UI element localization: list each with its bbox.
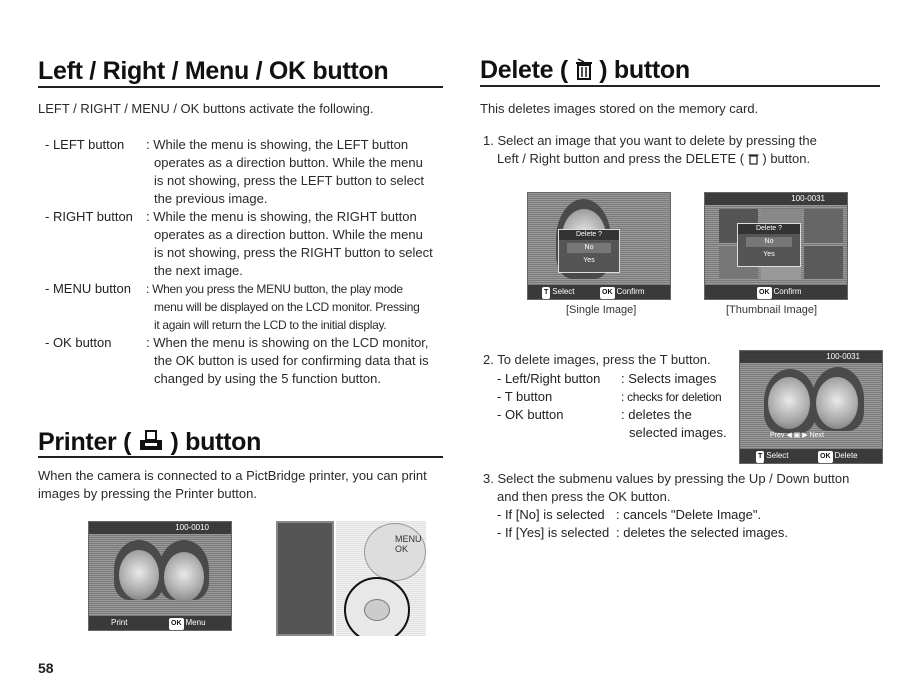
photo-face xyxy=(816,377,858,429)
item-label-ok: - OK button xyxy=(45,335,112,350)
step3-desc: : deletes the selected images. xyxy=(616,525,788,540)
item-label-right: - RIGHT button xyxy=(45,209,133,224)
trash-icon xyxy=(748,152,759,165)
step3-label: - If [No] is selected xyxy=(497,507,605,522)
highlighted-dial xyxy=(344,577,410,636)
item-desc-menu: : When you press the MENU button, the play mode menu will be displayed on the LCD monitor. Pressing it again will return the LCD to the initial display. xyxy=(146,282,420,332)
step2-desc: : deletes the xyxy=(621,407,692,422)
printer-lcd-image xyxy=(88,521,232,631)
heading-underline xyxy=(38,86,443,88)
page-number: 58 xyxy=(38,660,54,676)
item-label-left: - LEFT button xyxy=(45,137,125,152)
single-image-screen: Delete ? No Yes T Select OK Confirm xyxy=(527,192,671,300)
delete-step-3: 3. Select the submenu values by pressing the Up / Down button and then press the OK button. xyxy=(483,471,850,504)
item-label-menu: - MENU button xyxy=(45,281,131,296)
menu-ok-button: MENU OK xyxy=(364,523,426,581)
camera-dial-illustration xyxy=(276,521,426,636)
section-heading-delete: Delete ( ) button xyxy=(480,56,690,84)
step3-label: - If [Yes] is selected xyxy=(497,525,610,540)
lcd-panel xyxy=(276,521,334,636)
intro-text: LEFT / RIGHT / MENU / OK buttons activate the following. xyxy=(38,101,374,116)
photo-face xyxy=(119,550,159,600)
step2-desc: : Selects images xyxy=(621,371,717,386)
printer-icon xyxy=(138,430,164,452)
delete-step-2: 2. To delete images, press the T button. xyxy=(483,352,711,367)
single-image-caption: [Single Image] xyxy=(566,304,637,316)
trash-icon xyxy=(575,58,593,80)
dial-printer-icon xyxy=(364,599,390,621)
delete-dialog: Delete ? No Yes xyxy=(737,223,801,267)
delete-dialog: Delete ? No Yes xyxy=(558,229,620,273)
heading-underline xyxy=(38,456,443,458)
section-heading-printer: Printer ( ) button xyxy=(38,428,262,456)
image-counter: 100-0031 xyxy=(791,194,825,203)
prev-next-nav: Prev ◀ ▣ ▶ Next xyxy=(770,432,824,439)
item-desc-right: : While the menu is showing, the RIGHT button operates as a direction button. While the menu is not showing, press the RIGHT button to select the next image. xyxy=(146,209,433,278)
select-images-screen: 100-0031 Prev ◀ ▣ ▶ Next T Select OK Delete xyxy=(739,350,883,464)
image-counter: 100-0010 xyxy=(175,523,209,532)
image-counter: 100-0031 xyxy=(826,352,860,361)
ok-menu-label: OK Menu xyxy=(169,617,206,630)
step2-label: - OK button xyxy=(497,407,564,422)
step2-label: - Left/Right button xyxy=(497,371,601,386)
print-label: Print xyxy=(111,618,128,627)
section-heading-left-right-menu-ok: Left / Right / Menu / OK button xyxy=(38,57,389,85)
heading-underline xyxy=(480,85,880,87)
printer-text: When the camera is connected to a PictBridge printer, you can print images by pressing the Printer button. xyxy=(38,468,427,501)
item-desc-left: : While the menu is showing, the LEFT button operates as a direction button. While the menu is not showing, press the LEFT button to select the previous image. xyxy=(146,137,425,206)
delete-step-1: 1. Select an image that you want to delete by pressing the Left / Right button and press the DELETE ( ) button. xyxy=(483,133,817,166)
item-desc-ok: : When the menu is showing on the LCD monitor, the OK button is used for confirming data that is changed by using the 5 function button. xyxy=(146,335,429,386)
thumbnail-image-screen: 100-0031 Delete ? No Yes OK Confirm xyxy=(704,192,848,300)
thumbnail-caption: [Thumbnail Image] xyxy=(726,304,818,316)
step2-label: - T button xyxy=(497,389,553,404)
photo-face xyxy=(768,377,810,429)
photo-face xyxy=(164,552,204,602)
step2-desc: : checks for deletion xyxy=(621,390,722,404)
step3-desc: : cancels "Delete Image". xyxy=(616,507,762,522)
delete-intro: This deletes images stored on the memory card. xyxy=(480,101,759,116)
step2-desc-cont: selected images. xyxy=(629,425,727,440)
